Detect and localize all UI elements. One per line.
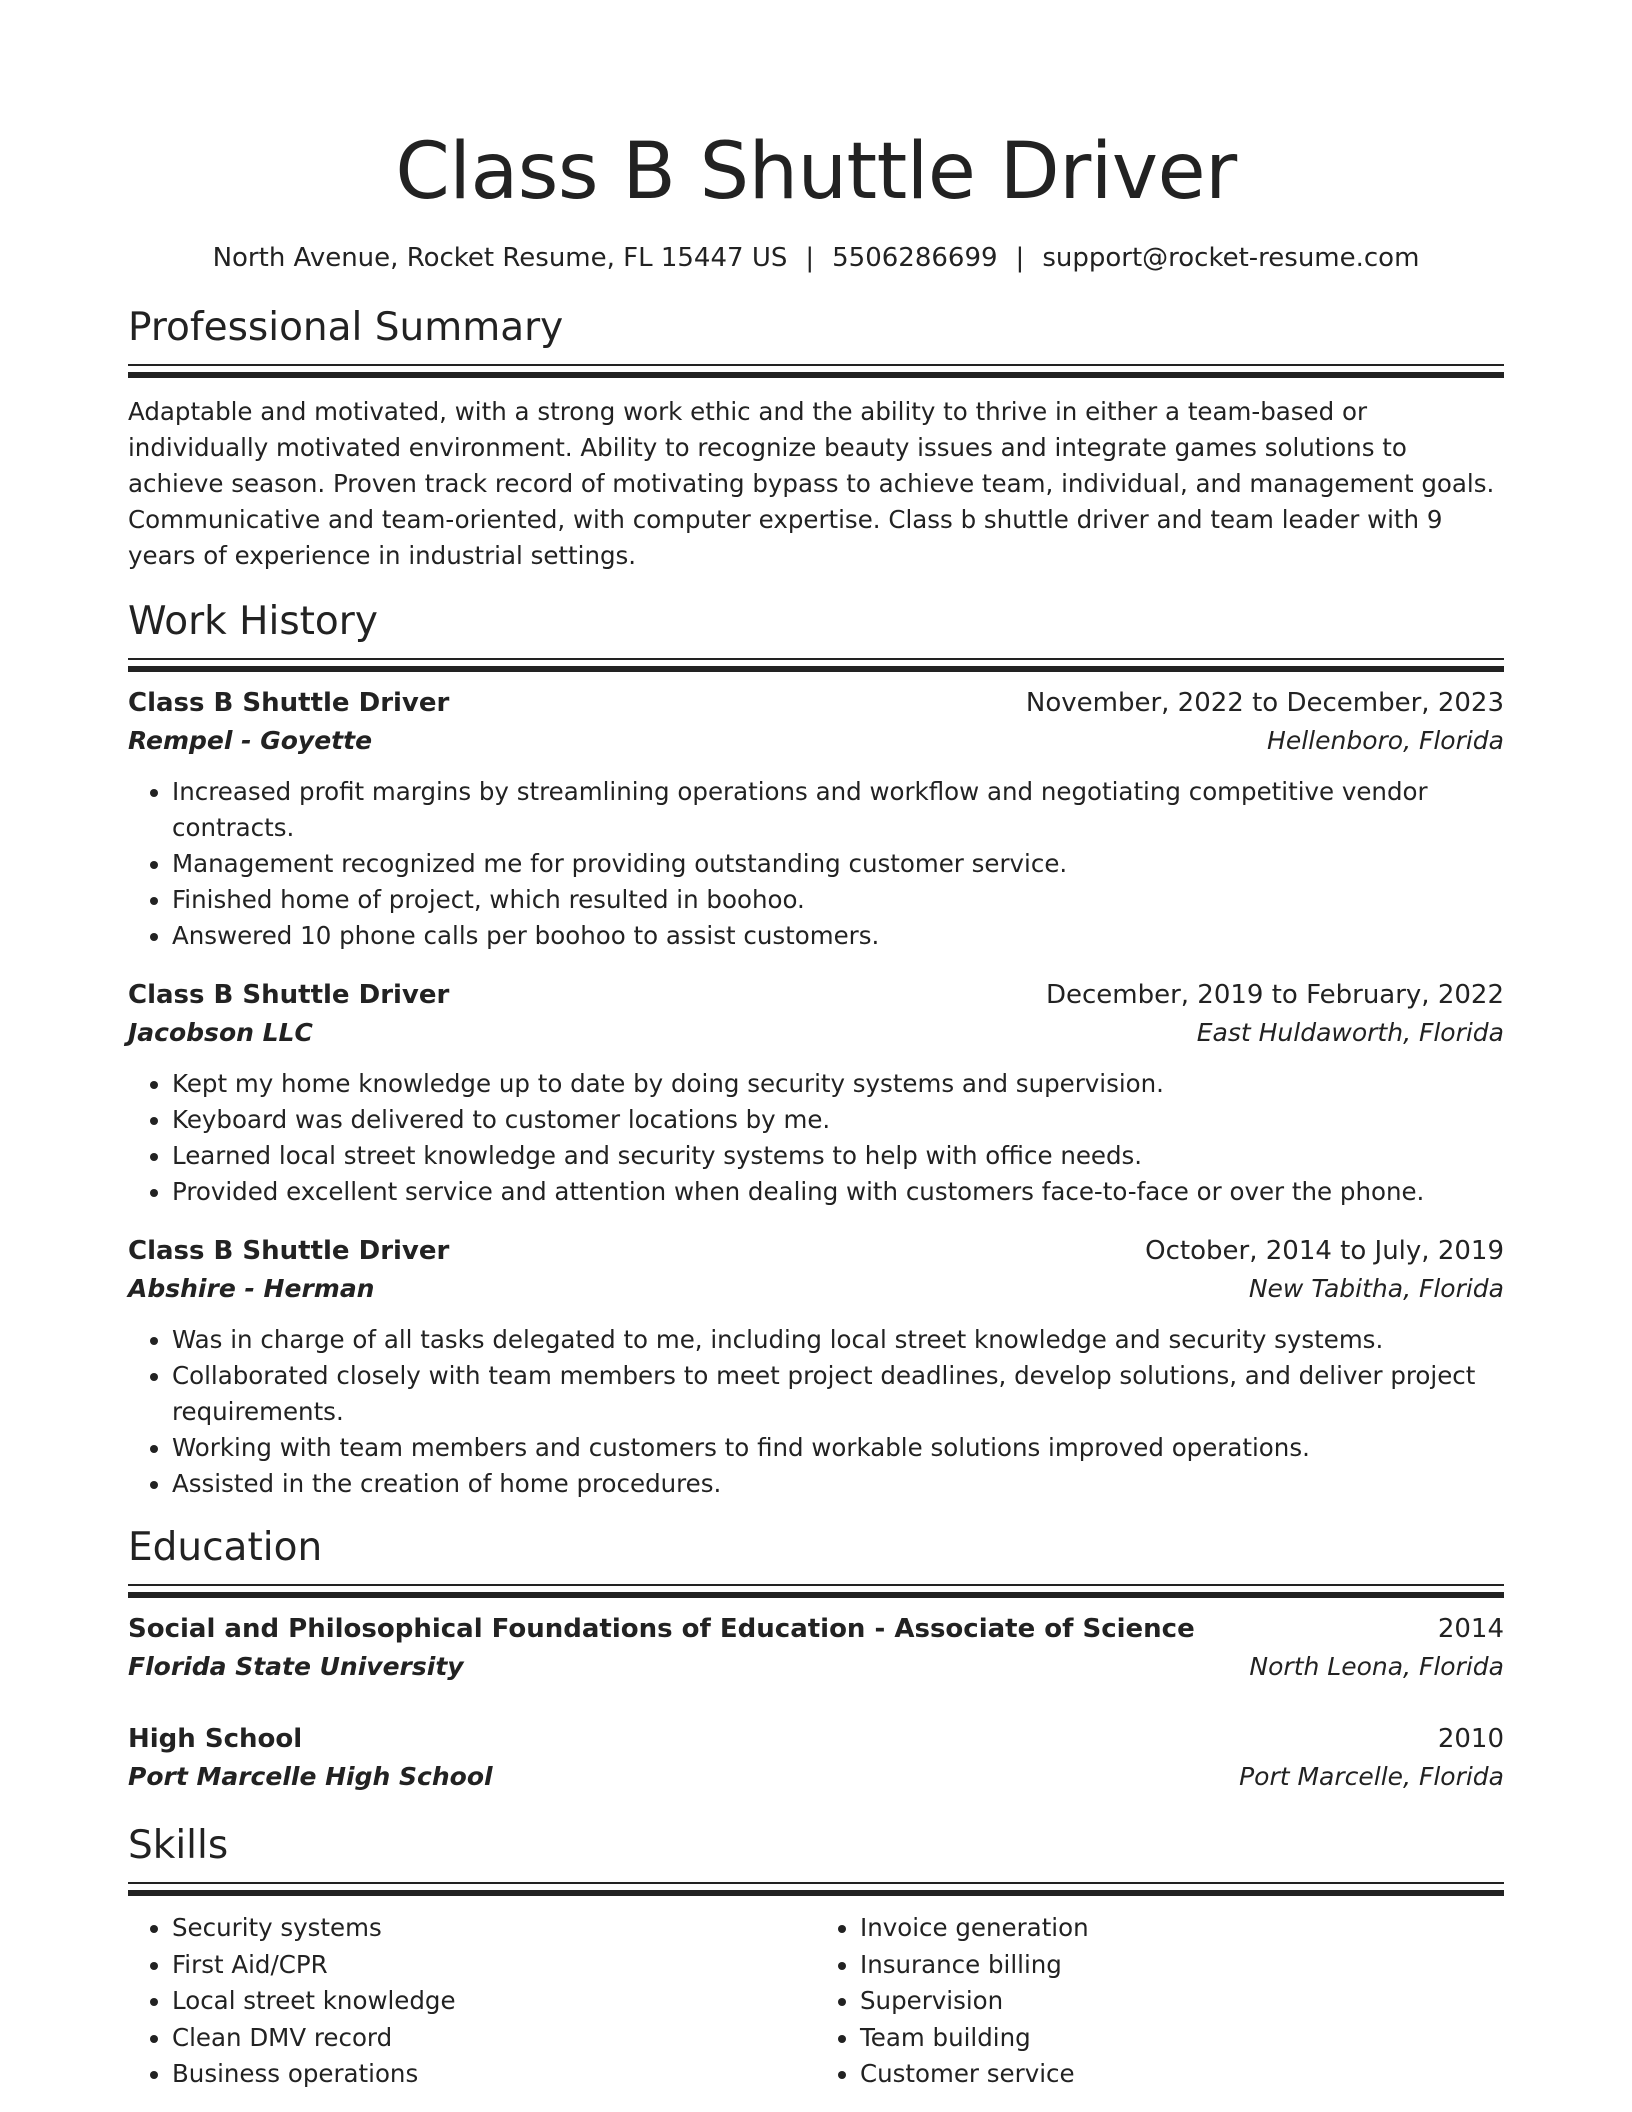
education-school: Florida State University [128,1652,464,1681]
skills-columns [128,1910,1504,2093]
list-item: • Team building [860,2020,1504,2057]
contact-phone: 5506286699 [832,243,998,273]
list-item: • Working with team members and customers to find workable solutions improved operations. [172,1430,1504,1466]
job-bullets [128,1322,1504,1502]
education-degree: High School [128,1724,303,1754]
section-divider [128,1584,1504,1598]
education-year: 2014 [1437,1614,1504,1644]
list-item: • Collaborated closely with team members to meet project deadlines, develop solutions, and deliver project requirements. [172,1358,1504,1430]
summary-section [128,302,1504,574]
job-bullets [128,774,1504,954]
list-item: • Security systems [172,1910,816,1947]
job-company: Rempel - Goyette [128,726,373,755]
list-item: • Kept my home knowledge up to date by doing security systems and supervision. [172,1066,1504,1102]
education-school: Port Marcelle High School [128,1762,493,1791]
job-company: Abshire - Herman [128,1274,375,1303]
list-item: • Increased profit margins by streamlining operations and workflow and negotiating competitive vendor contracts. [172,774,1504,846]
contact-address: North Avenue, Rocket Resume, FL 15447 US [212,243,788,273]
job-entry [128,684,1504,954]
job-entry [128,976,1504,1210]
contact-line [128,240,1504,276]
education-degree: Social and Philosophical Foundations of Education - Associate of Science [128,1614,1195,1644]
job-title: Class B Shuttle Driver [128,688,450,718]
section-title-education: Education [128,1525,323,1570]
list-item: • Management recognized me for providing outstanding customer service. [172,846,1504,882]
list-item: • Finished home of project, which resulted in boohoo. [172,882,1504,918]
section-title-summary: Professional Summary [128,305,564,350]
section-divider [128,364,1504,378]
job-bullets [128,1066,1504,1210]
list-item: • Was in charge of all tasks delegated to me, including local street knowledge and security systems. [172,1322,1504,1358]
job-dates: October, 2014 to July, 2019 [1145,1236,1504,1266]
education-section [128,1522,1504,1796]
job-dates: November, 2022 to December, 2023 [1025,688,1504,718]
list-item: • Supervision [860,1983,1504,2020]
job-title: Class B Shuttle Driver [128,1236,450,1266]
job-company: Jacobson LLC [128,1018,313,1047]
list-item: • Answered 10 phone calls per boohoo to assist customers. [172,918,1504,954]
list-item: • Assisted in the creation of home procedures. [172,1466,1504,1502]
list-item: • Insurance billing [860,1947,1504,1984]
contact-separator: | [1015,243,1025,273]
list-item: • Learned local street knowledge and security systems to help with office needs. [172,1138,1504,1174]
job-dates: December, 2019 to February, 2022 [1045,980,1504,1010]
list-item: • Provided excellent service and attention when dealing with customers face-to-face or over the phone. [172,1174,1504,1210]
section-title-skills: Skills [128,1823,229,1868]
skills-list-left [128,1910,816,2093]
list-item: • Business operations [172,2056,816,2093]
work-history-section [128,596,1504,1502]
education-location: Port Marcelle, Florida [1239,1762,1504,1791]
candidate-name: Class B Shuttle Driver [395,127,1237,217]
education-entry [128,1720,1504,1796]
section-divider [128,658,1504,672]
section-title-work-history: Work History [128,599,378,644]
skills-list-right [816,1910,1504,2093]
list-item: • Local street knowledge [172,1983,816,2020]
job-location: Hellenboro, Florida [1267,726,1504,755]
list-item: • Clean DMV record [172,2020,816,2057]
education-location: North Leona, Florida [1249,1652,1504,1681]
job-location: East Huldaworth, Florida [1196,1018,1504,1047]
education-year: 2010 [1437,1724,1504,1754]
job-entry [128,1232,1504,1502]
job-location: New Tabitha, Florida [1248,1274,1504,1303]
list-item: • First Aid/CPR [172,1947,816,1984]
contact-email[interactable]: support@rocket-resume.com [1042,243,1420,273]
job-title: Class B Shuttle Driver [128,980,450,1010]
list-item: • Keyboard was delivered to customer locations by me. [172,1102,1504,1138]
contact-separator: | [805,243,815,273]
list-item: • Customer service [860,2056,1504,2093]
education-entry [128,1610,1504,1686]
summary-text: Adaptable and motivated, with a strong work ethic and the ability to thrive in either a team-based or individually motivated environment. Ability to recognize beauty issues and integrate games solutions to achieve season. Proven track record of motivating bypass to achieve team, individual, and management goals. Communicative and team-oriented, with computer expertise. Class b shuttle driver and team leader with 9 years of experience in industrial settings. [128,397,1495,570]
skills-section [128,1820,1504,2093]
section-divider [128,1882,1504,1896]
list-item: • Invoice generation [860,1910,1504,1947]
